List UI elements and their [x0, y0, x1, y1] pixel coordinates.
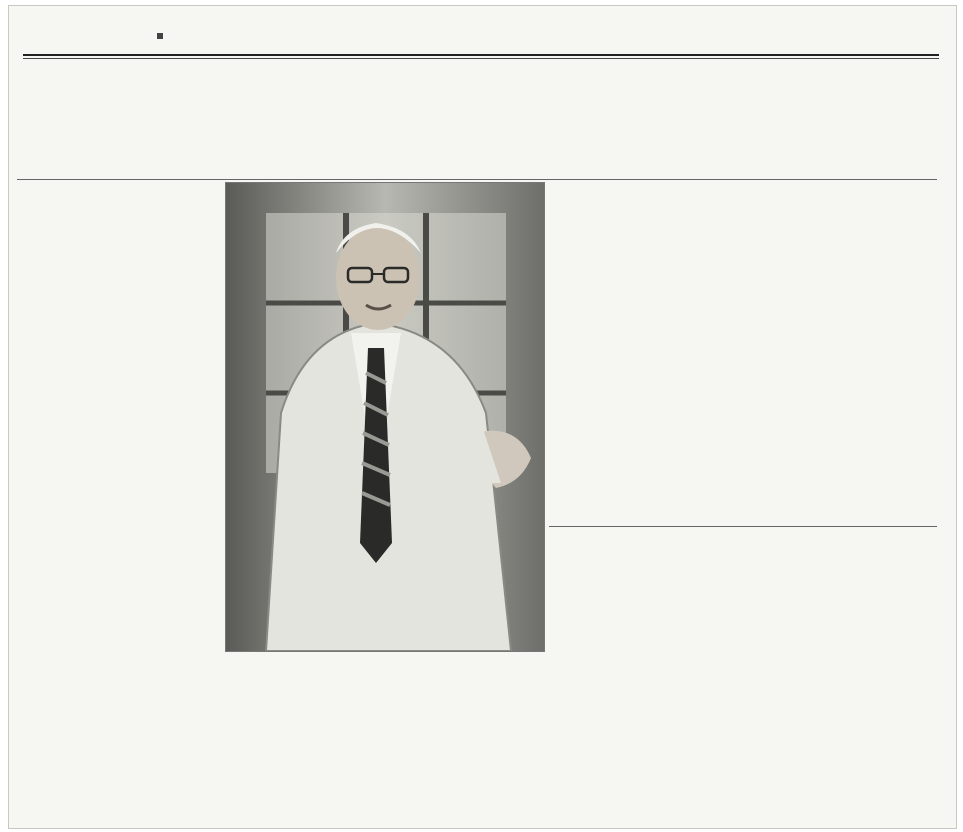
header-rule-thin: [23, 58, 939, 59]
article-columns-top: [17, 64, 937, 176]
issue-number: [157, 28, 167, 42]
article-columns-middle: [549, 184, 937, 522]
article-columns-left: [17, 184, 217, 821]
header-rule: [23, 54, 939, 56]
newspaper-page: [8, 5, 957, 829]
page-header: [27, 18, 937, 54]
portrait-photo: [225, 182, 545, 652]
tier-rule-middle: [549, 526, 937, 527]
portrait-illustration: [226, 183, 544, 651]
article-columns-bottom: [549, 531, 937, 821]
tier-rule-top: [17, 179, 937, 180]
